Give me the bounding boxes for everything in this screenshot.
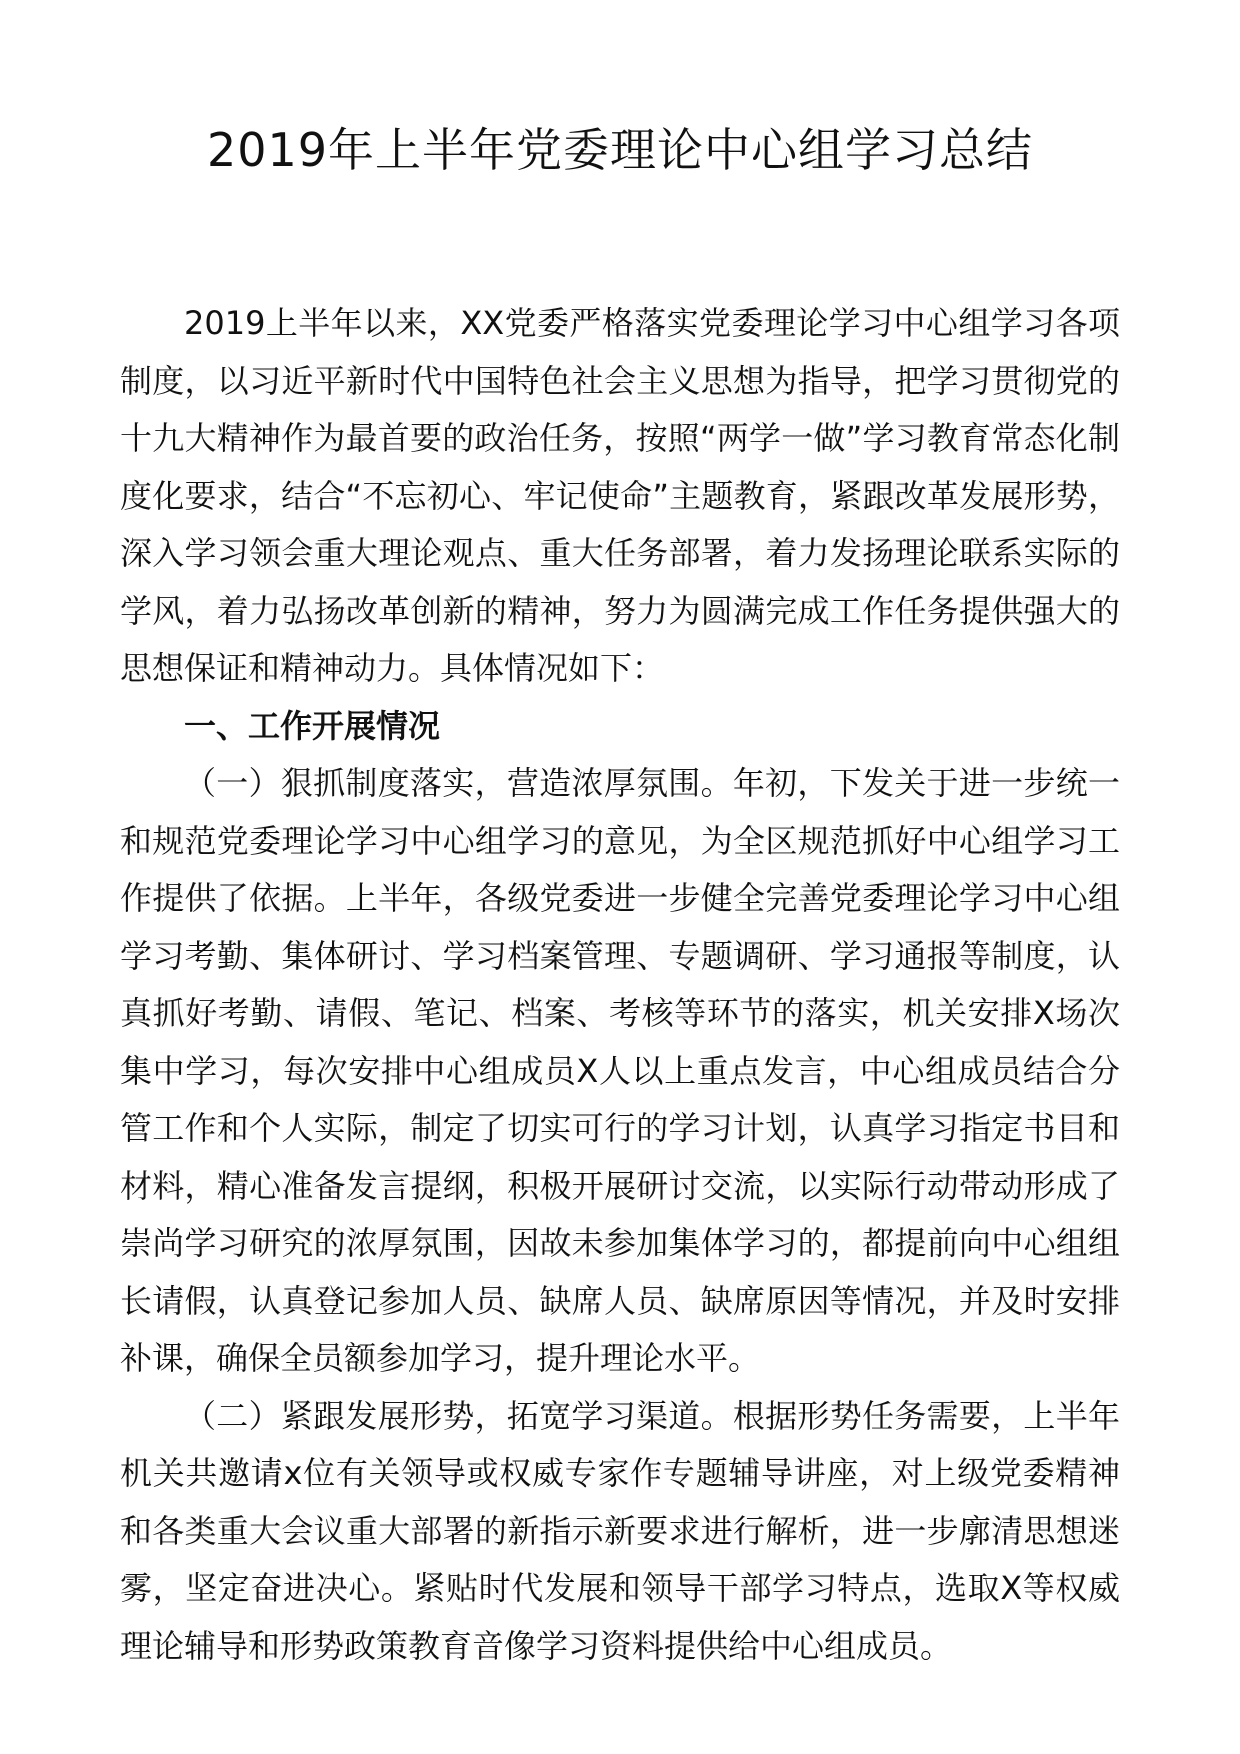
document-title: 2019年上半年党委理论中心组学习总结 — [206, 123, 1034, 177]
section-paragraph-2: （二）紧跟发展形势，拓宽学习渠道。根据形势任务需要，上半年机关共邀请x位有关领导或权威专家作专题辅导讲座，对上级党委精神和各类重大会议重大部署的新指示新要求进行解析，进一步廓清思想迷雾，坚定奋进决心。紧贴时代发展和领导干部学习特点，选取X等权威理论辅导和形势政策教育音像学习资料提供给中心组成员。 — [120, 1396, 1120, 1665]
document-body — [120, 295, 1120, 1675]
section-paragraph-1: （一）狠抓制度落实，营造浓厚氛围。年初，下发关于进一步统一和规范党委理论学习中心组学习的意见，为全区规范抓好中心组学习工作提供了依据。上半年，各级党委进一步健全完善党委理论学习中心组学习考勤、集体研讨、学习档案管理、专题调研、学习通报等制度，认真抓好考勤、请假、笔记、档案、考核等环节的落实，机关安排X场次集中学习，每次安排中心组成员X人以上重点发言，中心组成员结合分管工作和个人实际，制定了切实可行的学习计划，认真学习指定书目和材料，精心准备发言提纲，积极开展研讨交流，以实际行动带动形成了崇尚学习研究的浓厚氛围，因故未参加集体学习的，都提前向中心组组长请假，认真登记参加人员、缺席人员、缺席原因等情况，并及时安排补课，确保全员额参加学习，提升理论水平。 — [120, 764, 1120, 1377]
section-heading: 一、工作开展情况 — [184, 706, 441, 745]
intro-paragraph: 2019上半年以来，XX党委严格落实党委理论学习中心组学习各项制度，以习近平新时代中国特色社会主义思想为指导，把学习贯彻党的十九大精神作为最首要的政治任务，按照“两学一做”学习教育常态化制度化要求，结合“不忘初心、牢记使命”主题教育，紧跟改革发展形势，深入学习领会重大理论观点、重大任务部署，着力发扬理论联系实际的学风，着力弘扬改革创新的精神，努力为圆满完成工作任务提供强大的思想保证和精神动力。具体情况如下： — [120, 304, 1120, 687]
document-page — [120, 115, 1120, 1675]
